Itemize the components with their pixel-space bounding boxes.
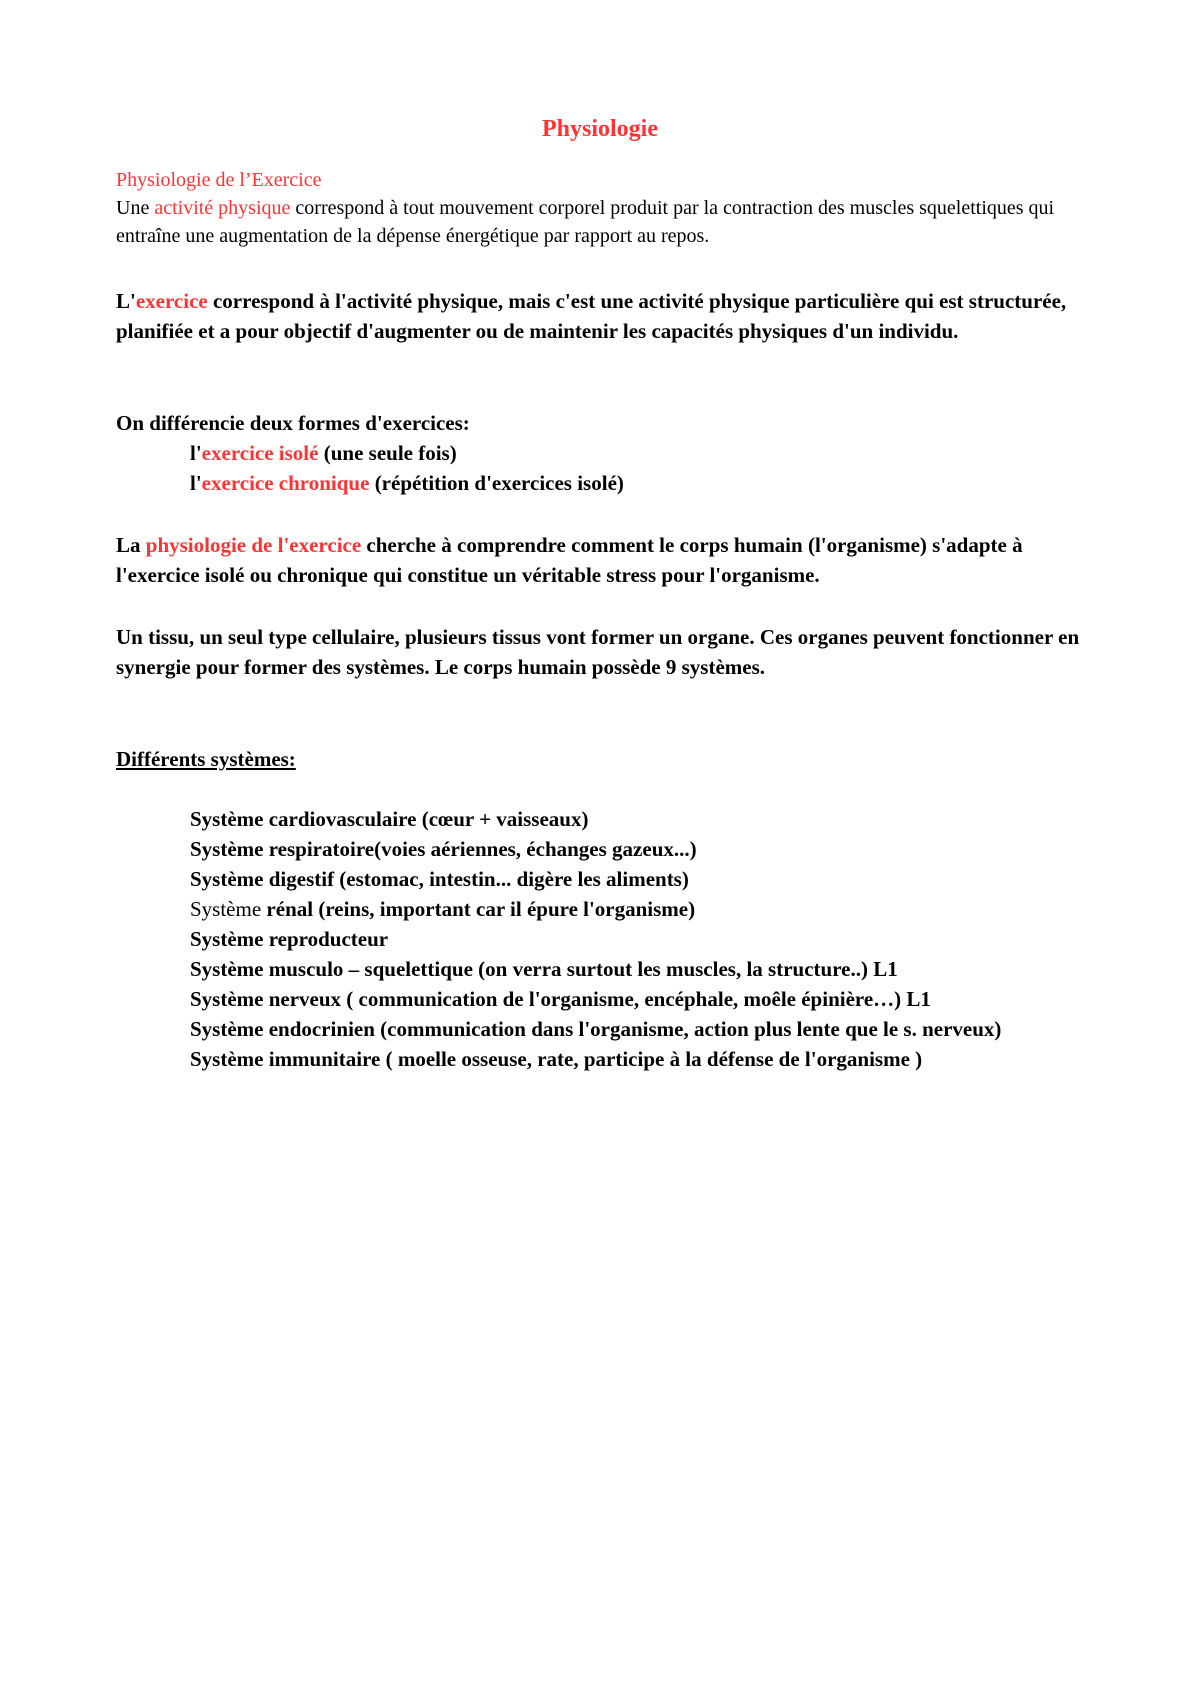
- list-item: Système respiratoire(voies aériennes, échanges gazeux...): [190, 837, 697, 861]
- term-activite-physique: activité physique: [154, 197, 291, 219]
- forms-section: [116, 408, 1096, 498]
- list-item: Système musculo – squelettique (on verra surtout les muscles, la structure..) L1: [190, 957, 898, 981]
- term-physiologie-exercice: physiologie de l'exercice: [145, 533, 362, 557]
- list-item: Système immunitaire ( moelle osseuse, rate, participe à la défense de l'organisme ): [190, 1047, 923, 1071]
- systems-heading: Différents systèmes:: [116, 747, 296, 771]
- tissue-paragraph: Un tissu, un seul type cellulaire, plusieurs tissus vont former un organe. Ces organes peuvent fonctionner en synergie pour former des systèmes. Le corps humain possède 9 systèmes.: [116, 625, 1080, 679]
- systems-list: [116, 804, 1096, 1074]
- term-exercice-chronique: exercice chronique: [201, 471, 370, 495]
- exercise-definition: L'exercice correspond à l'activité physique, mais c'est une activité physique particulière qui est structurée, planifiée et a pour objectif d'augmenter ou de maintenir les capacités physiques d'un individu.: [116, 289, 1067, 343]
- term-exercice-isole: exercice isolé: [201, 441, 319, 465]
- list-item: Système digestif (estomac, intestin... digère les aliments): [190, 867, 689, 891]
- form-item: l'exercice chronique (répétition d'exercices isolé): [190, 471, 624, 495]
- physiology-definition: La physiologie de l'exercice cherche à comprendre comment le corps humain (l'organisme) s'adapte à l'exercice isolé ou chronique qui constitue un véritable stress pour l'organisme.: [116, 533, 1023, 587]
- list-item: Système endocrinien (communication dans l'organisme, action plus lente que le s. nerveux): [190, 1017, 1002, 1041]
- forms-heading: On différencie deux formes d'exercices:: [116, 411, 470, 435]
- list-item: Système reproducteur: [190, 927, 389, 951]
- list-item: Système rénal (reins, important car il épure l'organisme): [190, 897, 696, 921]
- intro-paragraph: Une activité physique correspond à tout mouvement corporel produit par la contraction des muscles squelettiques qui entraîne une augmentation de la dépense énergétique par rapport au repos.: [116, 197, 1055, 247]
- page-title: Physiologie: [541, 116, 658, 142]
- list-item: Système nerveux ( communication de l'organisme, encéphale, moêle épinière…) L1: [190, 987, 931, 1011]
- section-subtitle: Physiologie de l’Exercice: [116, 169, 322, 191]
- list-item: Système cardiovasculaire (cœur + vaisseaux): [190, 807, 589, 831]
- form-item: l'exercice isolé (une seule fois): [190, 441, 457, 465]
- intro-section: [116, 166, 1096, 250]
- term-exercice: exercice: [135, 289, 208, 313]
